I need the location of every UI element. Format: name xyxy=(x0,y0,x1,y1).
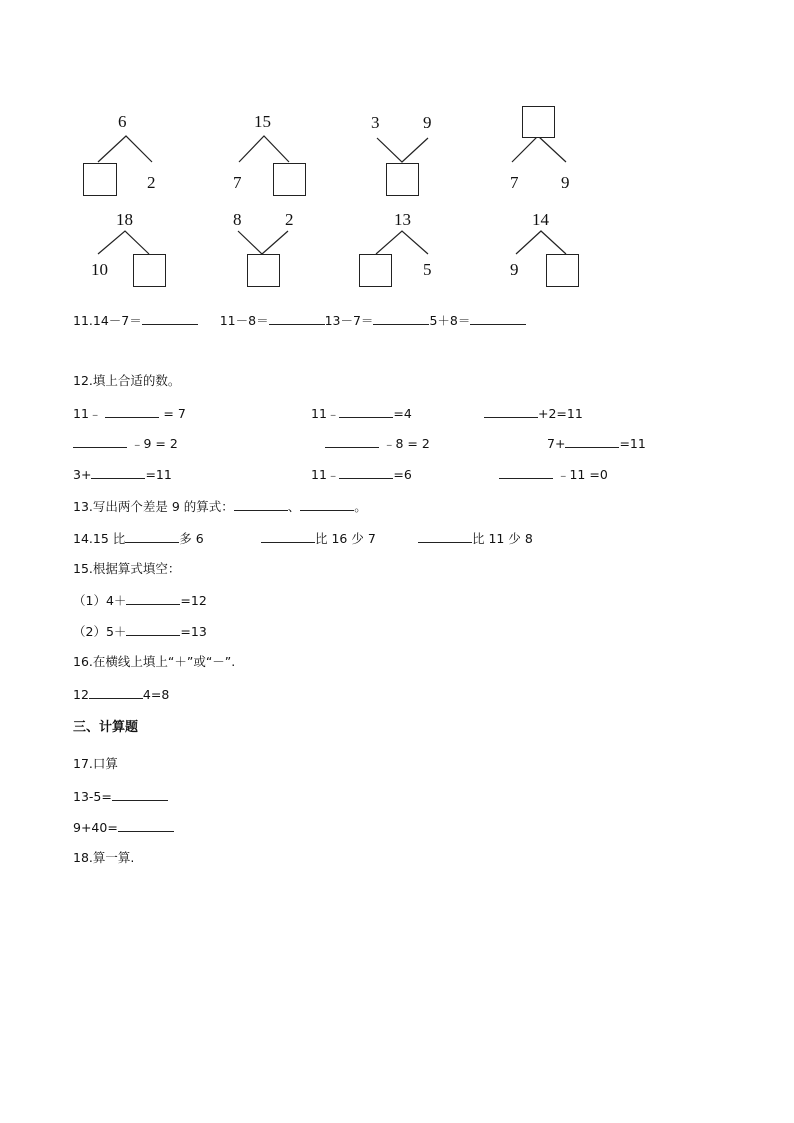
answer-blank[interactable] xyxy=(269,312,325,325)
tree-8-right-box[interactable] xyxy=(546,254,579,287)
q12-row3-a xyxy=(73,466,172,483)
q16-text: 12 xyxy=(73,687,89,702)
q12-row1-a xyxy=(73,405,186,422)
answer-blank[interactable] xyxy=(325,435,379,448)
question-17-line1 xyxy=(73,788,168,805)
tree-5-top: 18 xyxy=(116,210,133,229)
q16-text: 4=8 xyxy=(142,687,170,702)
question-17-line2 xyxy=(73,819,174,836)
answer-blank[interactable] xyxy=(484,405,538,418)
answer-blank[interactable] xyxy=(234,498,288,511)
question-16-title: 16.在横线上填上“＋”或“－”. xyxy=(73,654,236,669)
answer-blank[interactable] xyxy=(125,530,179,543)
q12-row1-c xyxy=(484,405,583,422)
q13-separator: 、 xyxy=(287,499,301,514)
answer-blank[interactable] xyxy=(339,466,393,479)
tree-2-left: 7 xyxy=(233,173,242,192)
q14-text: 14.15 比 xyxy=(73,531,126,546)
tree-6-bottom-box[interactable] xyxy=(247,254,280,287)
q11-item-3: 13－7＝ xyxy=(324,313,374,328)
answer-blank[interactable] xyxy=(118,819,174,832)
tree-8-top: 14 xyxy=(532,210,549,229)
question-15-line1 xyxy=(73,592,207,609)
q13-text: 13.写出两个差是 9 的算式： xyxy=(73,499,234,514)
q12-text: +2=11 xyxy=(538,406,583,421)
tree-1-top: 6 xyxy=(118,112,127,131)
q12-text: ﹣8 = 2 xyxy=(382,436,430,451)
tree-1-right: 2 xyxy=(147,173,156,192)
tree-4-right: 9 xyxy=(561,173,570,192)
question-14-c xyxy=(418,530,533,547)
question-11 xyxy=(73,312,526,329)
q12-text: ﹣9 = 2 xyxy=(130,436,178,451)
q12-row2-a xyxy=(73,435,178,452)
tree-6-right: 2 xyxy=(285,210,294,229)
answer-blank[interactable] xyxy=(418,530,472,543)
tree-4-top-box[interactable] xyxy=(522,106,555,138)
tree-3-right: 9 xyxy=(423,113,432,132)
question-14-b xyxy=(261,530,376,547)
q12-text: =11 xyxy=(145,467,172,482)
question-17-title: 17.口算 xyxy=(73,756,118,771)
question-15-line2 xyxy=(73,623,207,640)
answer-blank[interactable] xyxy=(73,435,127,448)
q17-text: 9+40= xyxy=(73,820,118,835)
q12-text: 3+ xyxy=(73,467,92,482)
tree-6-left: 8 xyxy=(233,210,242,229)
q17-text: 13-5= xyxy=(73,789,112,804)
tree-2-top: 15 xyxy=(254,112,271,131)
q11-item-2: 11－8＝ xyxy=(219,313,269,328)
tree-8-left: 9 xyxy=(510,260,519,279)
question-14-a xyxy=(73,530,204,547)
q12-text: 7+ xyxy=(547,436,566,451)
answer-blank[interactable] xyxy=(142,312,198,325)
answer-blank[interactable] xyxy=(373,312,429,325)
answer-blank[interactable] xyxy=(126,592,180,605)
tree-3-left: 3 xyxy=(371,113,380,132)
q12-text: ﹣11 =0 xyxy=(556,467,608,482)
tree-5-left: 10 xyxy=(91,260,108,279)
q12-text: =6 xyxy=(393,467,412,482)
answer-blank[interactable] xyxy=(300,498,354,511)
tree-7-left-box[interactable] xyxy=(359,254,392,287)
q15-text: （2）5＋ xyxy=(73,624,127,639)
question-18-title: 18.算一算. xyxy=(73,850,135,865)
q12-row1-b xyxy=(311,405,412,422)
answer-blank[interactable] xyxy=(565,435,619,448)
tree-7-top: 13 xyxy=(394,210,411,229)
q13-end: 。 xyxy=(354,499,367,514)
answer-blank[interactable] xyxy=(112,788,168,801)
tree-5-right-box[interactable] xyxy=(133,254,166,287)
q11-item-4: 5＋8＝ xyxy=(429,313,471,328)
q15-text: =13 xyxy=(180,624,207,639)
answer-blank[interactable] xyxy=(126,623,180,636)
tree-7-right: 5 xyxy=(423,260,432,279)
q12-text: 11﹣ xyxy=(311,406,340,421)
tree-1-left-box[interactable] xyxy=(83,163,117,196)
q12-text: =11 xyxy=(619,436,646,451)
answer-blank[interactable] xyxy=(105,405,159,418)
q14-text: 多 6 xyxy=(179,531,204,546)
q15-text: （1）4＋ xyxy=(73,593,127,608)
answer-blank[interactable] xyxy=(470,312,526,325)
q12-row3-b xyxy=(311,466,412,483)
answer-blank[interactable] xyxy=(499,466,553,479)
q12-text: 11﹣ xyxy=(73,406,102,421)
q15-text: =12 xyxy=(180,593,207,608)
question-13 xyxy=(73,498,367,515)
q12-text: 11﹣ xyxy=(311,467,340,482)
answer-blank[interactable] xyxy=(261,530,315,543)
question-12-title: 12.填上合适的数。 xyxy=(73,373,181,388)
q11-item-1: 11.14－7＝ xyxy=(73,313,142,328)
q12-row3-c xyxy=(499,466,608,483)
tree-3-bottom-box[interactable] xyxy=(386,163,419,196)
q12-text: =4 xyxy=(393,406,412,421)
question-15-title: 15.根据算式填空： xyxy=(73,561,181,576)
answer-blank[interactable] xyxy=(91,466,145,479)
q12-text: = 7 xyxy=(163,406,186,421)
tree-2-right-box[interactable] xyxy=(273,163,306,196)
q14-text: 比 16 少 7 xyxy=(315,531,376,546)
answer-blank[interactable] xyxy=(89,686,143,699)
tree-4-left: 7 xyxy=(510,173,519,192)
q12-row2-b xyxy=(325,435,430,452)
q14-text: 比 11 少 8 xyxy=(472,531,533,546)
answer-blank[interactable] xyxy=(339,405,393,418)
number-tree-lines xyxy=(0,0,794,300)
question-16-line xyxy=(73,686,169,703)
q12-row2-c xyxy=(547,435,646,452)
section-3-heading: 三、计算题 xyxy=(73,720,139,735)
